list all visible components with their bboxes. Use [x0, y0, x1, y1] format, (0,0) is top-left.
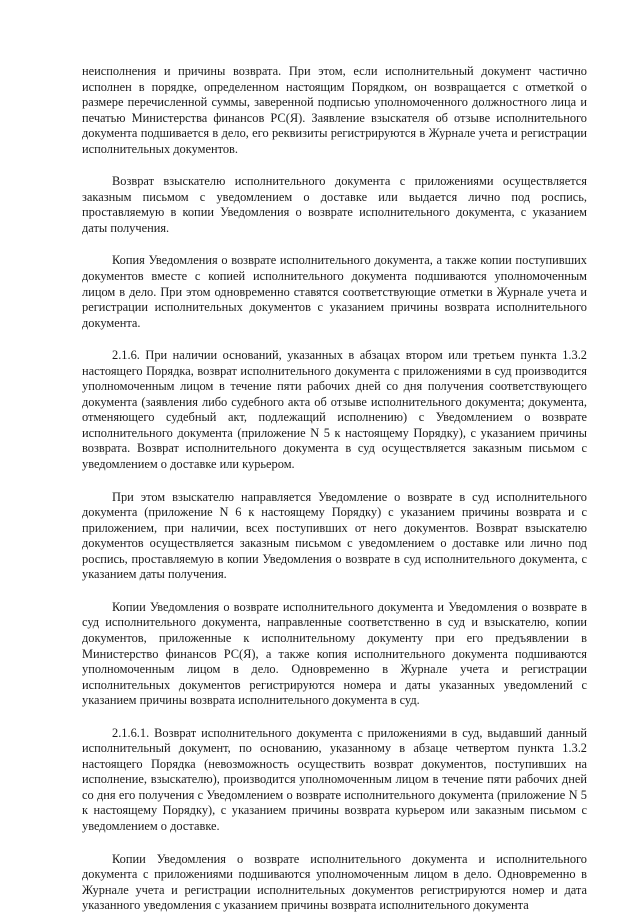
- document-page: [82, 64, 587, 914]
- paragraph: Копия Уведомления о возврате исполнительного документа, а также копии поступивших документов вместе с копией исполнительного документа подшиваются уполномоченным лицом в дело. При этом одновременно ставятся соответствующие отметки в Журнале учета и регистрации исполнительных документов с указанием причины возврата исполнительного документа.: [82, 253, 587, 330]
- paragraph: неисполнения и причины возврата. При этом, если исполнительный документ частично исполнен в порядке, определенном настоящим Порядком, он возвращается с отметкой о размере перечисленной суммы, заверенной подписью уполномоченного должностного лица и печатью Министерства финансов РС(Я). Заявление взыскателя об отзыве исполнительного документа подшивается в дело, его реквизиты регистрируются в Журнале учета и регистрации исполнительных документов.: [82, 64, 587, 156]
- paragraph: Копии Уведомления о возврате исполнительного документа и исполнительного документа с приложениями подшиваются уполномоченным лицом в дело. Одновременно в Журнале учета и регистрации исполнительных документов регистрируются номер и дата указанного уведомления с указанием причины возврата исполнительного документа: [82, 851, 587, 913]
- paragraph: 2.1.6. При наличии оснований, указанных в абзацах втором или третьем пункта 1.3.2 настоящего Порядка, возврат исполнительного документа с приложениями в суд производится уполномоченным лицом в течение пяти рабочих дней со дня получения соответствующего документа (заявления либо судебного акта об отзыве исполнительного документа; документа, отменяющего судебный акт, подлежащий исполнению) с Уведомлением о возврате исполнительного документа (приложение N 5 к настоящему Порядку), с указанием причины возврата. Возврат исполнительного документа в суд осуществляется заказным письмом с уведомлением о доставке или курьером.: [82, 348, 587, 472]
- paragraph: 2.1.6.1. Возврат исполнительного документа с приложениями в суд, выдавший данный исполнительный документ, по основанию, указанному в абзаце четвертом пункта 1.3.2 настоящего Порядка (невозможность осуществить возврат документов, поступивших на исполнение, взыскателю), производится уполномоченным лицом в течение пяти рабочих дней со дня его получения с Уведомлением о возврате исполнительного документа (приложение N 5 к настоящему Порядку), с указанием причины возврата курьером или заказным письмом с уведомлением о доставке.: [82, 725, 587, 833]
- paragraph: При этом взыскателю направляется Уведомление о возврате в суд исполнительного документа (приложение N 6 к настоящему Порядку) с указанием причины возврата и с приложением, при наличии, всех поступивших от него документов. Возврат взыскателю документов осуществляется заказным письмом с уведомлением о доставке или лично под роспись, проставляемую в копии Уведомления о возврате в суд исполнительного документа, с указанием даты получения.: [82, 489, 587, 582]
- paragraph: Копии Уведомления о возврате исполнительного документа и Уведомления о возврате в суд исполнительного документа, направленные соответственно в суд и взыскателю, копии документов, приложенные к исполнительному документу при его предъявлении в Министерство финансов РС(Я), а также копия исполнительного документа подшиваются уполномоченным лицом в дело. Одновременно в Журнале учета и регистрации исполнительных документов регистрируются номера и даты указанных уведомлений с указанием причины возврата исполнительного документа в суд.: [82, 599, 587, 708]
- paragraph: Возврат взыскателю исполнительного документа с приложениями осуществляется заказным письмом с уведомлением о доставке или выдается лично под роспись, проставляемую в копии Уведомления о возврате исполнительного документа, с указанием даты получения.: [82, 174, 587, 235]
